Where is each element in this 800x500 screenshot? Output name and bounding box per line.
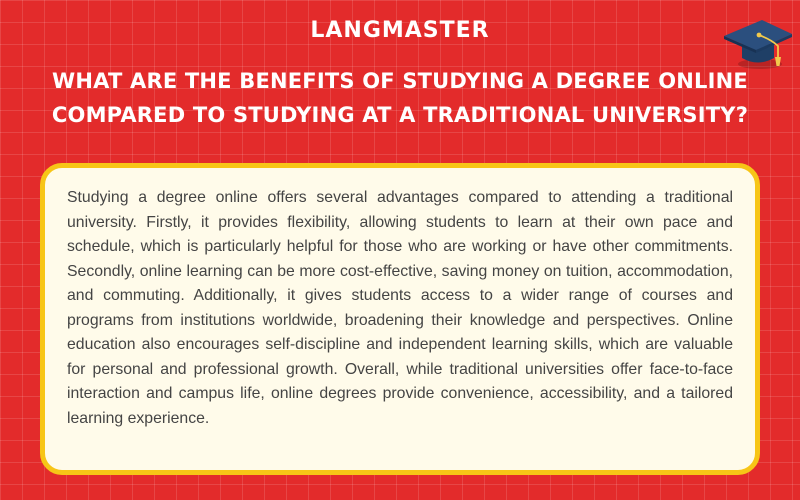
- page-title: WHAT ARE THE BENEFITS OF STUDYING A DEGREE ONLINE COMPARED TO STUDYING AT A TRADITIONAL UNIVERSITY?: [51, 69, 749, 127]
- answer-text: Studying a degree online offers several advantages compared to attending a traditional university. Firstly, it provides flexibility, allowing students to learn at their own pace and schedule, which is particularly helpful for those who are working or have other commitments. Secondly, online learning can be more cost-effective, saving money on tuition, accommodation, and commuting. Additionally, it gives students access to a wider range of courses and programs from institutions worldwide, broadening their knowledge and perspectives. Online education also encourages self-discipline and independent learning skills, which are valuable for personal and professional growth. Overall, while traditional universities offer face-to-face interaction and campus life, online degrees provide convenience, accessibility, and a tailored learning experience.: [67, 189, 733, 427]
- brand-logo: LANGMASTER: [310, 18, 490, 43]
- answer-card: [40, 163, 760, 475]
